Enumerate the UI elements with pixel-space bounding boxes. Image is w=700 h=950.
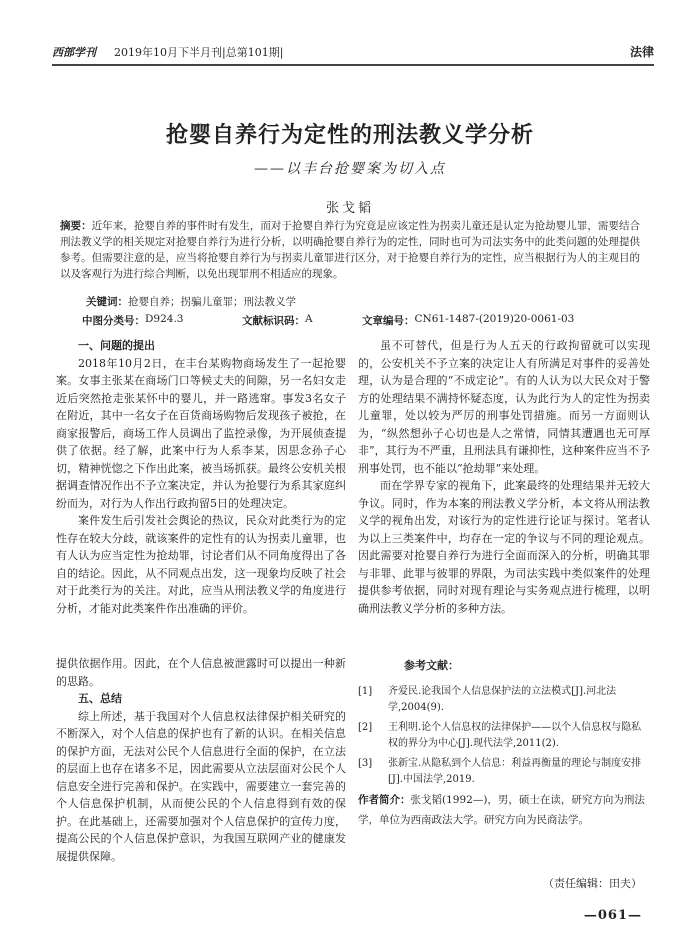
body-paragraph: 案件发生后引发社会舆论的热议，民众对此类行为的定性存在较大分歧，就该案件的定性有的认为拐卖儿童罪，也有人认为应当定性为抢劫罪，讨论者们从不同角度得出了各自的结论。因此，从不同观点出发，这一现象均反映了社会对于此类行为的关注。对此，应当从刑法教义学的角度进行分析，才能对此类案件作出准确的评价。 bbox=[56, 514, 346, 615]
abstract-label: 摘要： bbox=[60, 220, 92, 232]
reference-number: [2] bbox=[358, 722, 373, 733]
keywords bbox=[86, 294, 296, 310]
body-paragraph: 综上所述，基于我国对个人信息权法律保护相关研究的不断深入，对个人信息的保护也有了新的认识。在相关信息的保护方面，无法对公民个人信息进行全面的保护，在立法的层面上也存在诸多不足，因此需要从立法层面对公民个人信息安全进行完善和保护。在实践中，需要建立一套完善的个人信息保护机制，从而使公民的个人信息得到有效的保护。在此基础上，还需要加强对个人信息保护的宣传力度，提高公民的个人信息保护意识，为我国互联网产业的健康发展提供保障。 bbox=[56, 709, 346, 863]
clc-number: 中图分类号： D924.3 bbox=[82, 313, 184, 327]
page-number: —061— bbox=[583, 908, 642, 923]
reference-item bbox=[358, 756, 650, 788]
references-list bbox=[358, 684, 650, 788]
references-title: 参考文献： bbox=[404, 659, 459, 672]
article-subtitle: ——以丰台抢婴案为切入点 bbox=[254, 161, 446, 177]
abstract-text: 近年来，抢婴自养的事件时有发生，而对于抢婴自养行为究竟是应该定性为拐卖儿童还是认定为抢劫婴儿罪，需要结合刑法教义学的相关规定对抢婴自养行为进行分析，以明确抢婴自养行为的定性，同时也可为司法实务中的此类问题的处理提供参考。但需要注意的是，应当将抢婴自养行为与拐卖儿童罪进行区分，对于抢婴自养行为的定性，应当根据行为人的主观目的以及客观行为进行综合判断，以免出现罪刑不相适应的现象。 bbox=[60, 220, 640, 280]
document-code: 文献标识码： A bbox=[242, 313, 313, 327]
author-note-label: 作者简介： bbox=[358, 794, 411, 806]
reference-number: [1] bbox=[358, 686, 373, 697]
reference-number: [3] bbox=[358, 758, 373, 769]
reference-text: 王利明.论个人信息权的法律保护——以个人信息权与隐私权的界分为中心[J].现代法学,2011(2). bbox=[388, 722, 642, 749]
journal-name: 西部学刊 bbox=[52, 46, 96, 59]
keywords-text: 抢婴自养；拐骗儿童罪；刑法教义学 bbox=[128, 296, 296, 308]
body-column-left-top bbox=[56, 337, 346, 617]
keywords-label: 关键词： bbox=[86, 296, 128, 308]
author-note-text: 张戈韬(1992—)，男，硕士在读，研究方向为刑法学，单位为西南政法大学。研究方向为民商法学。 bbox=[358, 794, 645, 826]
author-note bbox=[358, 790, 650, 830]
classification-row bbox=[82, 313, 642, 329]
reference-item bbox=[358, 684, 650, 716]
section-label: 法律 bbox=[629, 45, 654, 59]
article-title: 抢婴自养行为定性的刑法教义学分析 bbox=[165, 122, 534, 148]
body-paragraph: 提供依据作用。因此，在个人信息被泄露时可以提出一种新的思路。 bbox=[56, 657, 346, 688]
section-heading: 一、问题的提出 bbox=[78, 339, 155, 352]
reference-text: 齐爱民.论我国个人信息保护法的立法模式[J].河北法学,2004(9). bbox=[388, 686, 617, 713]
responsible-editor: （责任编辑：田夫） bbox=[543, 877, 642, 890]
article-number: 文章编号： CN61-1487-(2019)20-0061-03 bbox=[362, 313, 575, 327]
body-paragraph: 2018年10月2日，在丰台某购物商场发生了一起抢婴案。女事主张某在商场门口等候丈夫的间隙，另一名妇女走近后突然抢走张某怀中的婴儿，并一路逃窜。事发3名女子在附近，其中一名女子在百货商场购物后发现孩子被抢，在商家报警后，商场工作人员调出了监控录像，为开展侦查提供了依据。经了解，此案中行为人系李某，因思念孙子心切，精神恍惚之下作出此案，被当场抓获。最终公安机关根据调查情况作出不予立案决定，并认为抢婴行为系其家庭纠纷而为，对行为人作出行政拘留5日的处理决定。 bbox=[56, 356, 346, 510]
author-name: 张戈韬 bbox=[325, 201, 374, 216]
section-heading: 五、总结 bbox=[78, 692, 122, 705]
body-column-right-top bbox=[358, 337, 650, 617]
references bbox=[358, 658, 650, 792]
body-column-left-bottom bbox=[56, 655, 346, 865]
body-paragraph: 虽不可替代，但是行为人五天的行政拘留就可以实现的，公安机关不予立案的决定让人有所满足对事件的妥善处理，认为是合理的“不成定论”。有的人认为以大民众对于警方的处理结果不满持怀疑态度，认为此行为人的定性为拐卖儿童罪，处以较为严厉的刑事处罚措施。而另一方面则认为，“纵然想孙子心切也是人之常情，同情其遭遇也无可厚非”，其行为不严重，且刑法具有谦抑性，这种案件应当不予刑事处罚，也不能以“抢劫罪”来处理。 bbox=[358, 339, 650, 475]
abstract bbox=[60, 218, 640, 282]
running-header bbox=[52, 42, 654, 62]
reference-text: 张新宝.从隐私到个人信息：利益再衡量的理论与制度安排[J].中国法学,2019. bbox=[388, 758, 642, 785]
header-rule bbox=[52, 64, 654, 66]
issue-info: 2019年10月下半月刊|总第101期| bbox=[114, 46, 284, 59]
body-paragraph: 而在学界专家的视角下，此案最终的处理结果并无较大争议。同时，作为本案的刑法教义学分析，本文将从刑法教义学的视角出发，对该行为的定性进行论证与探讨。笔者认为以上三类案件中，均存在一定的争议与不同的理论观点。因此需要对抢婴自养行为进行全面而深入的分析，明确其罪与非罪、此罪与彼罪的界限，为司法实践中类似案件的处理提供参考依据，同时对现有理论与实务观点进行梳理，以明确刑法教义学分析的多种方法。 bbox=[358, 479, 650, 615]
reference-item bbox=[358, 720, 650, 752]
